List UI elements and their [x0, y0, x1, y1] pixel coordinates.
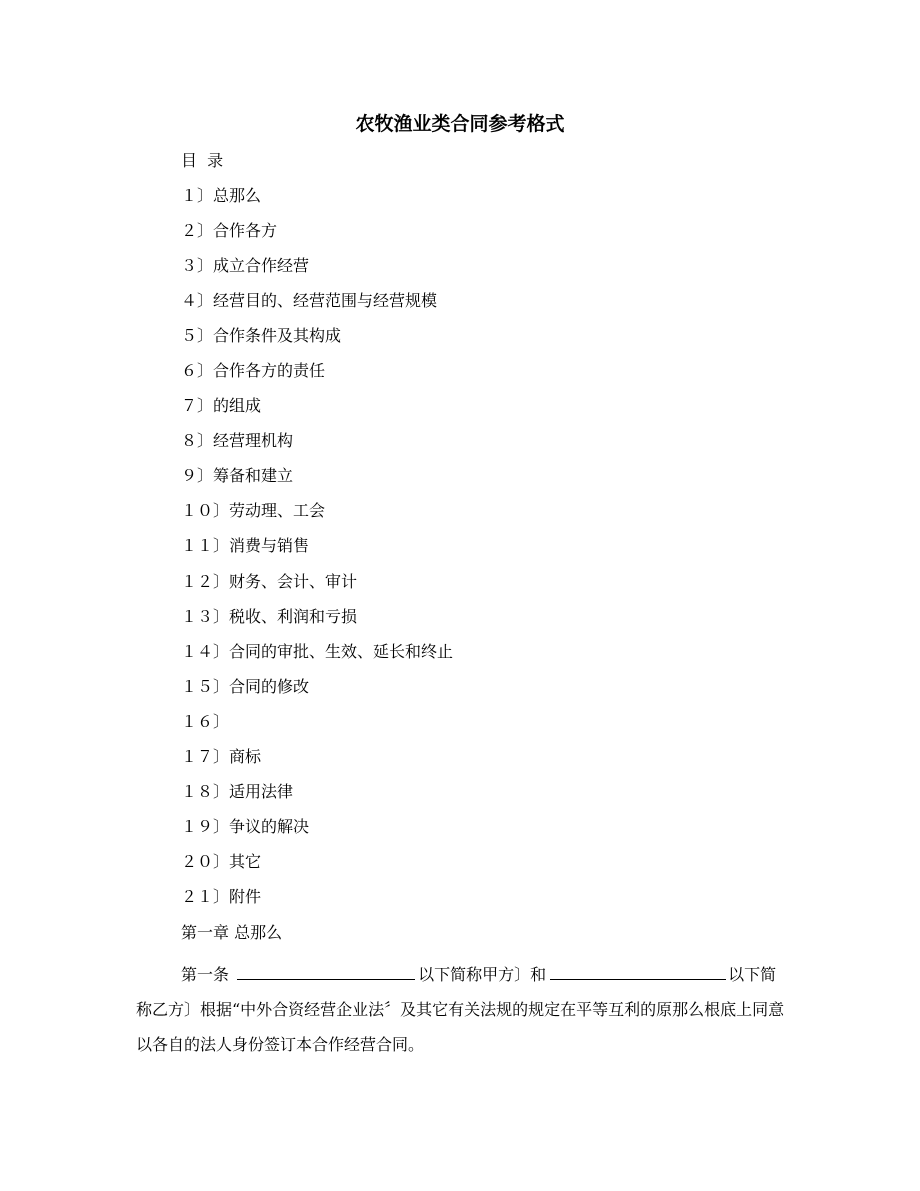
toc-item: ２０〕其它: [181, 851, 262, 871]
toc-item: ９〕筹备和建立: [181, 466, 294, 486]
article-paragraph: [136, 957, 786, 1062]
toc-item: １９〕争议的解决: [181, 816, 310, 836]
toc-item: １８〕适用法律: [181, 781, 294, 801]
toc-item: ７〕的组成: [181, 396, 262, 416]
toc-item: ４〕经营目的、经营范围与经营规模: [181, 291, 438, 311]
article-text-a: 以下简称甲方〕和: [418, 965, 547, 984]
toc-item: １６〕: [181, 711, 230, 731]
toc-item: １５〕合同的修改: [181, 676, 310, 696]
toc-list: [181, 185, 453, 921]
party-a-blank: [237, 965, 415, 980]
toc-item: １０〕劳动理、工会: [181, 501, 326, 521]
toc-heading: 目 录: [181, 151, 224, 170]
toc-item: ２〕合作各方: [181, 221, 278, 241]
toc-item: １７〕商标: [181, 746, 262, 766]
toc-item: ２１〕附件: [181, 886, 262, 906]
toc-item: ５〕合作条件及其构成: [181, 326, 342, 346]
toc-item: ８〕经营理机构: [181, 431, 294, 451]
toc-item: １２〕财务、会计、审计: [181, 571, 358, 591]
toc-item: ３〕成立合作经营: [181, 256, 310, 276]
toc-item: １３〕税收、利润和亏损: [181, 606, 358, 626]
party-b-blank: [550, 965, 726, 980]
toc-item: １４〕合同的审批、生效、延长和终止: [181, 641, 454, 661]
document-title: 农牧渔业类合同参考格式: [355, 113, 565, 135]
article-text-b: 以下简称乙方〕根据“中外合资经营企业法〞及其它有关法规的规定在平等互利的原那么根底上同意以各自的法人身份签订本合作经营合同。: [136, 965, 785, 1054]
article-label: 第一条: [181, 965, 230, 984]
chapter-heading: 第一章 总那么: [181, 923, 283, 942]
toc-item: ６〕合作各方的责任: [181, 361, 326, 381]
toc-item: １〕总那么: [181, 186, 262, 205]
toc-item: １１〕消费与销售: [181, 536, 310, 556]
